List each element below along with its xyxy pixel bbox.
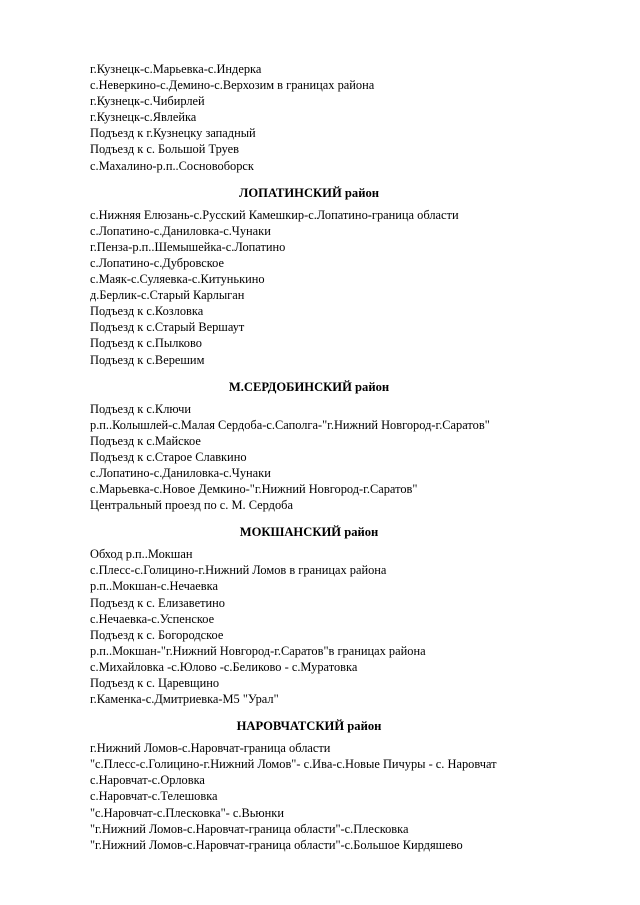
road-line: г.Нижний Ломов-с.Наровчат-граница области bbox=[90, 741, 331, 756]
road-line: "г.Нижний Ломов-с.Наровчат-граница области"-с.Большое Кирдяшево bbox=[90, 837, 463, 852]
road-line: с.Михайловка -с.Юлово -с.Беликово - с.Муратовка bbox=[90, 659, 358, 674]
road-line: Подъезд к с.Старый Вершаут bbox=[90, 320, 245, 335]
section-lopatinsky bbox=[90, 185, 610, 368]
document-page bbox=[90, 61, 610, 853]
road-line: Подъезд к г.Кузнецку западный bbox=[90, 126, 256, 141]
road-line: с.Лопатино-с.Даниловка-с.Чунаки bbox=[90, 465, 271, 480]
section-narovchatsky bbox=[90, 718, 610, 853]
road-line: д.Берлик-с.Старый Карлыган bbox=[90, 288, 245, 303]
road-line: с.Нижняя Елюзань-с.Русский Камешкир-с.Лопатино-граница области bbox=[90, 207, 459, 222]
road-line: Подъезд к с.Майское bbox=[90, 433, 201, 448]
road-line: р.п..Колышлей-с.Малая Сердоба-с.Саполга-"г.Нижний Новгород-г.Саратов" bbox=[90, 417, 490, 432]
road-line: Подъезд к с.Верешим bbox=[90, 352, 205, 367]
road-line: Подъезд к с. Царевщино bbox=[90, 676, 220, 690]
road-line: с.Неверкино-с.Демино-с.Верхозим в границах района bbox=[90, 78, 375, 93]
road-line: Подъезд к с. Богородское bbox=[90, 627, 224, 642]
road-line: Подъезд к с.Старое Славкино bbox=[90, 449, 247, 464]
road-line: р.п..Мокшан-с.Нечаевка bbox=[90, 579, 218, 594]
section-mokshansky bbox=[90, 524, 610, 707]
road-line: г.Пенза-р.п..Шемышейка-с.Лопатино bbox=[90, 239, 286, 254]
district-heading: М.СЕРДОБИНСКИЙ район bbox=[228, 379, 390, 394]
road-line: Подъезд к с.Козловка bbox=[90, 304, 204, 319]
road-line: г.Кузнецк-с.Чибирлей bbox=[90, 94, 205, 109]
road-line: г.Кузнецк-с.Марьевка-с.Индерка bbox=[90, 62, 262, 76]
section-m-serdobinsky bbox=[90, 379, 610, 514]
road-line: с.Лопатино-с.Даниловка-с.Чунаки bbox=[90, 223, 271, 238]
road-line: с.Махалино-р.п..Сосновоборск bbox=[90, 158, 254, 173]
road-line: с.Маяк-с.Суляевка-с.Китунькино bbox=[90, 272, 265, 287]
road-line: с.Плесс-с.Голицино-г.Нижний Ломов в границах района bbox=[90, 563, 387, 578]
road-line: Подъезд к с. Елизаветино bbox=[90, 595, 225, 610]
road-line: с.Лопатино-с.Дубровское bbox=[90, 255, 224, 270]
road-line: Подъезд к с.Ключи bbox=[90, 401, 192, 416]
section-kuznetsk-continuation bbox=[90, 61, 610, 174]
district-heading: ЛОПАТИНСКИЙ район bbox=[238, 185, 380, 200]
district-heading: МОКШАНСКИЙ район bbox=[239, 525, 379, 540]
road-line: г.Каменка-с.Дмитриевка-М5 "Урал" bbox=[90, 692, 279, 707]
road-line: "с.Наровчат-с.Плесковка"- с.Вьюнки bbox=[90, 805, 284, 820]
road-line: "г.Нижний Ломов-с.Наровчат-граница области"-с.Плесковка bbox=[90, 821, 409, 836]
road-line: Подъезд к с. Большой Труев bbox=[90, 142, 239, 157]
road-line: Подъезд к с.Пылково bbox=[90, 336, 202, 351]
district-heading: НАРОВЧАТСКИЙ район bbox=[236, 719, 382, 734]
road-line: р.п..Мокшан-"г.Нижний Новгород-г.Саратов"в границах района bbox=[90, 643, 426, 658]
road-line: Обход р.п..Мокшан bbox=[90, 547, 193, 562]
road-line: с.Нечаевка-с.Успенское bbox=[90, 611, 215, 626]
road-line: г.Кузнецк-с.Явлейка bbox=[90, 110, 197, 125]
road-line: с.Наровчат-с.Орловка bbox=[90, 773, 205, 788]
road-line: Центральный проезд по с. М. Сердоба bbox=[90, 498, 293, 513]
road-line: "с.Плесс-с.Голицино-г.Нижний Ломов"- с.Ива-с.Новые Пичуры - с. Наровчат bbox=[90, 757, 497, 772]
road-line: с.Наровчат-с.Телешовка bbox=[90, 789, 218, 804]
road-line: с.Марьевка-с.Новое Демкино-"г.Нижний Новгород-г.Саратов" bbox=[90, 482, 418, 497]
